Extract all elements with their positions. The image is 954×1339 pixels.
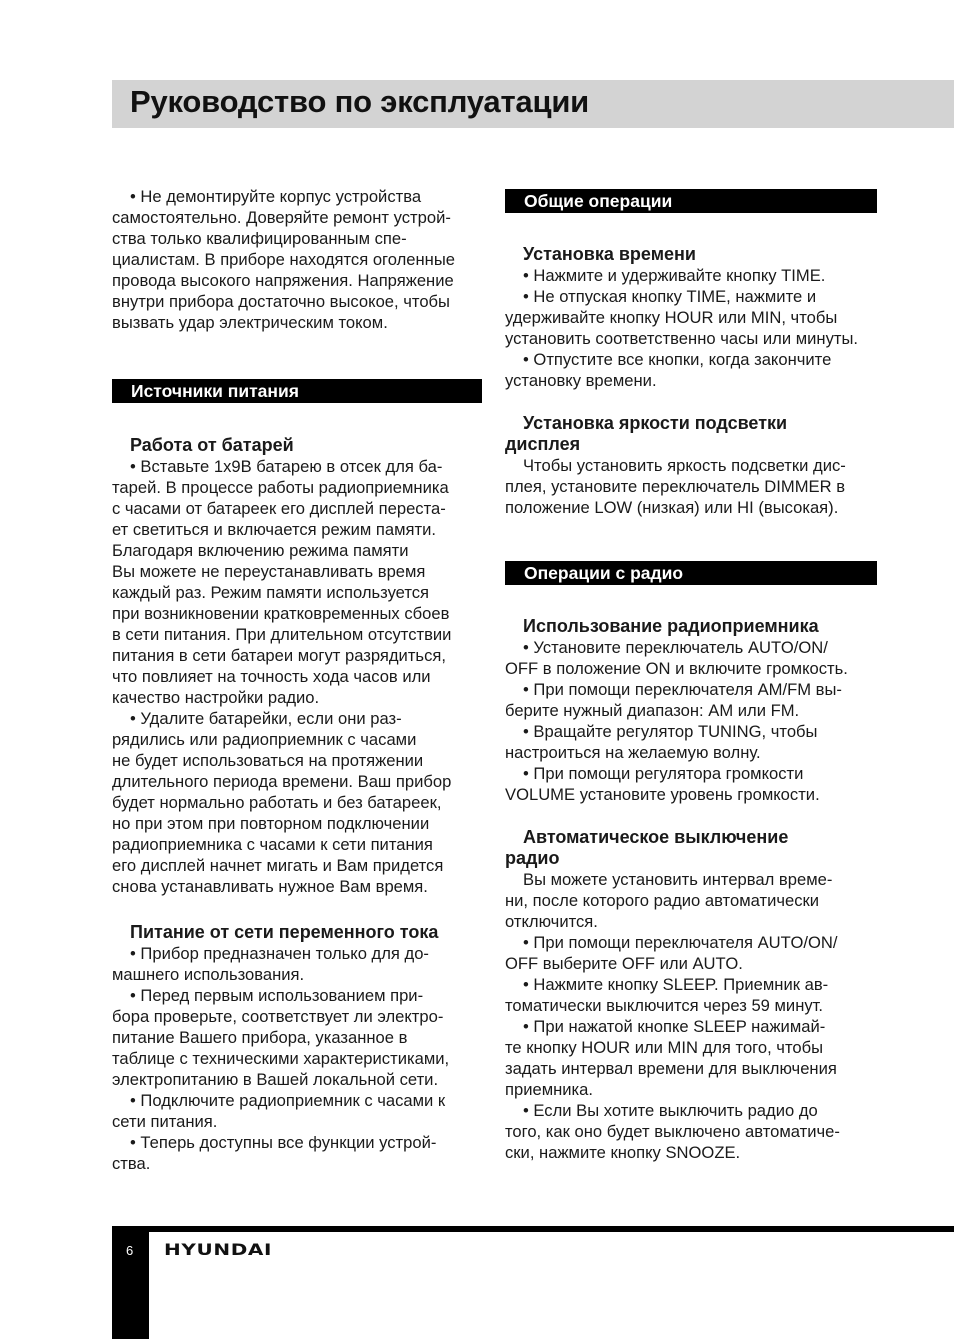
battery-paragraph <box>112 456 482 897</box>
text-line: • Если Вы хотите выключить радио до <box>523 1101 818 1120</box>
auto-off-paragraph <box>505 869 877 1163</box>
text-line: • При помощи регулятора громкости <box>523 764 804 783</box>
text-line: • Нажмите и удерживайте кнопку TIME. <box>523 266 826 285</box>
text-line: установить соответственно часы или минуты. <box>505 329 859 348</box>
text-line: • Вставьте 1х9В батарею в отсек для ба- <box>130 457 443 476</box>
text-line: Вы можете не переустанавливать время <box>112 562 426 581</box>
text-line: снова устанавливать нужное Вам время. <box>112 877 428 896</box>
text-line: бора проверьте, соответствует ли электро- <box>112 1007 444 1026</box>
ac-power-paragraph <box>112 943 482 1174</box>
text-line: установку времени. <box>505 371 657 390</box>
text-line: электропитанию в Вашей локальной сети. <box>112 1070 439 1089</box>
text-line: OFF выберите OFF или AUTO. <box>505 954 743 973</box>
text-line: ства. <box>112 1154 151 1173</box>
text-line: • Удалите батарейки, если они раз- <box>130 709 402 728</box>
text-line: приемника. <box>505 1080 594 1099</box>
text-line: в сети питания. При длительном отсутствии <box>112 625 452 644</box>
text-line: • При помощи переключателя AUTO/ON/ <box>523 933 838 952</box>
auto-off-heading-line2: радио <box>505 848 560 868</box>
text-line: при возникновении кратковременных сбоев <box>112 604 450 623</box>
text-line: длительного периода времени. Ваш прибор <box>112 772 452 791</box>
text-line: берите нужный диапазон: AM или FM. <box>505 701 800 720</box>
text-line: тарей. В процессе работы радиоприемника <box>112 478 449 497</box>
text-line: самостоятельно. Доверяйте ремонт устрой- <box>112 208 451 227</box>
text-line: Благодаря включению режима памяти <box>112 541 409 560</box>
brightness-heading-line2: дисплея <box>505 434 581 454</box>
time-setting-heading: Установка времени <box>523 244 696 264</box>
brightness-heading-line1: Установка яркости подсветки <box>523 413 788 433</box>
text-line: ни, после которого радио автоматически <box>505 891 820 910</box>
text-line: удерживайте кнопку HOUR или MIN, чтобы <box>505 308 838 327</box>
page-number: 6 <box>126 1243 134 1258</box>
text-line: томатически выключится через 59 минут. <box>505 996 824 1015</box>
text-line: но при этом при повторном подключении <box>112 814 430 833</box>
text-line: • Установите переключатель AUTO/ON/ <box>523 638 828 657</box>
text-line: • Вращайте регулятор TUNING, чтобы <box>523 722 818 741</box>
time-setting-paragraph <box>505 265 877 391</box>
text-line: с часами от батареек его дисплей переста- <box>112 499 446 518</box>
text-line: ски, нажмите кнопку SNOOZE. <box>505 1143 741 1162</box>
brightness-paragraph <box>505 455 877 518</box>
text-line: отключится. <box>505 912 598 931</box>
text-line: качество настройки радио. <box>112 688 320 707</box>
battery-heading: Работа от батарей <box>130 435 294 455</box>
section-power-sources: Источники питания <box>112 379 482 403</box>
page-title: Руководство по эксплуатации <box>130 84 590 119</box>
section-radio-operations: Операции с радио <box>505 561 877 585</box>
section-general-operations: Общие операции <box>505 189 877 213</box>
text-line: не будет использоваться на протяжении <box>112 751 424 770</box>
text-line: циалистам. В приборе находятся оголенные <box>112 250 455 269</box>
text-line: будет нормально работать и без батареек, <box>112 793 442 812</box>
text-line: вызвать удар электрическим током. <box>112 313 388 332</box>
text-line: • Перед первым использованием при- <box>130 986 424 1005</box>
text-line: сети питания. <box>112 1112 218 1131</box>
text-line: внутри прибора достаточно высокое, чтобы <box>112 292 450 311</box>
text-line: радиоприемника с часами к сети питания <box>112 835 433 854</box>
auto-off-heading-line1: Автоматическое выключение <box>523 827 789 847</box>
text-line: таблице с техническими характеристиками, <box>112 1049 450 1068</box>
text-line: питание Вашего прибора, указанное в <box>112 1028 408 1047</box>
text-line: • Не демонтируйте корпус устройства <box>130 187 422 206</box>
text-line: • Не отпуская кнопку TIME, нажмите и <box>523 287 817 306</box>
text-line: рядились или радиоприемник с часами <box>112 730 417 749</box>
left-column <box>112 186 482 1174</box>
intro-paragraph <box>112 186 482 333</box>
text-line: • Теперь доступны все функции устрой- <box>130 1133 437 1152</box>
text-line: задать интервал времени для выключения <box>505 1059 837 1078</box>
hyundai-logo: HYUNDAI <box>164 1240 273 1259</box>
text-line: • Нажмите кнопку SLEEP. Приемник ав- <box>523 975 829 994</box>
text-line: питания в сети батареи могут разрядиться, <box>112 646 446 665</box>
text-line: машнего использования. <box>112 965 305 984</box>
radio-usage-heading: Использование радиоприемника <box>523 616 819 636</box>
text-line: плея, установите переключатель DIMMER в <box>505 477 846 496</box>
text-line: Вы можете установить интервал време- <box>523 870 833 889</box>
text-line: провода высокого напряжения. Напряжение <box>112 271 454 290</box>
text-line: того, как оно будет выключено автоматиче- <box>505 1122 840 1141</box>
text-line: • При помощи переключателя AM/FM вы- <box>523 680 842 699</box>
text-line: ства только квалифицированным спе- <box>112 229 407 248</box>
text-line: те кнопку HOUR или MIN для того, чтобы <box>505 1038 824 1057</box>
text-line: Чтобы установить яркость подсветки дис- <box>523 456 846 475</box>
text-line: • Подключите радиоприемник с часами к <box>130 1091 446 1110</box>
text-line: что повлияет на точность хода часов или <box>112 667 431 686</box>
footer-rule <box>112 1226 954 1232</box>
ac-power-heading: Питание от сети переменного тока <box>130 922 439 942</box>
text-line: положение LOW (низкая) или HI (высокая). <box>505 498 839 517</box>
right-column <box>505 186 877 1163</box>
text-line: настроиться на желаемую волну. <box>505 743 761 762</box>
text-line: его дисплей начнет мигать и Вам придется <box>112 856 444 875</box>
text-line: ет светиться и включается режим памяти. <box>112 520 437 539</box>
radio-usage-paragraph <box>505 637 877 805</box>
text-line: каждый раз. Режим памяти используется <box>112 583 430 602</box>
text-line: • Отпустите все кнопки, когда закончите <box>523 350 832 369</box>
text-line: VOLUME установите уровень громкости. <box>505 785 820 804</box>
text-line: • Прибор предназначен только для до- <box>130 944 429 963</box>
text-line: • При нажатой кнопке SLEEP нажимай- <box>523 1017 826 1036</box>
text-line: OFF в положение ON и включите громкость. <box>505 659 848 678</box>
